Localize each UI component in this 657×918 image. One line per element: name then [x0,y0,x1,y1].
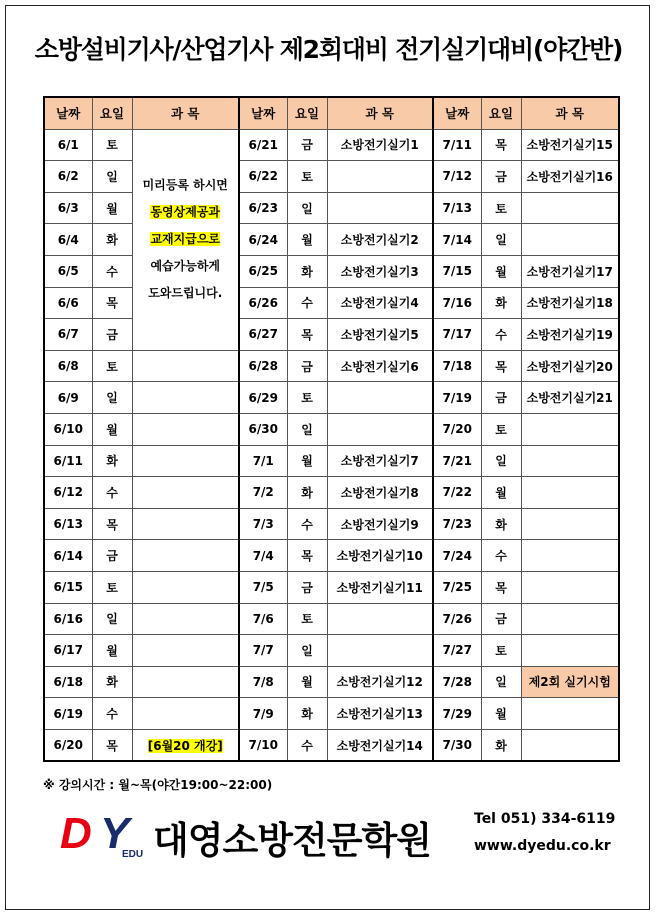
subject-cell: 소방전기실기19 [521,319,619,351]
subject-cell: 소방전기실기11 [327,571,433,603]
day-cell: 목 [287,319,327,351]
date-cell: 6/1 [44,129,92,161]
date-cell: 6/21 [239,129,287,161]
date-cell: 6/20 [44,729,92,761]
date-cell: 6/14 [44,540,92,572]
subject-cell: 소방전기실기2 [327,224,433,256]
day-cell: 금 [287,129,327,161]
table-row [44,192,619,224]
logo-letter-y: Y [100,809,130,858]
day-cell: 토 [481,635,521,667]
day-cell: 수 [481,319,521,351]
header-day: 요일 [92,97,132,129]
day-cell: 화 [481,508,521,540]
day-cell: 수 [481,540,521,572]
date-cell: 6/15 [44,571,92,603]
subject-cell: 소방전기실기1 [327,129,433,161]
subject-cell [327,603,433,635]
subject-cell [132,571,239,603]
subject-cell [521,477,619,509]
subject-cell [521,729,619,761]
subject-cell [132,540,239,572]
table-row [44,698,619,730]
website-url[interactable]: www.dyedu.co.kr [474,838,611,854]
date-cell: 7/11 [433,129,481,161]
subject-cell: 소방전기실기8 [327,477,433,509]
date-cell: 6/4 [44,224,92,256]
day-cell: 일 [481,445,521,477]
date-cell: 6/5 [44,255,92,287]
logo-letter-d: D [60,809,92,858]
day-cell: 토 [92,129,132,161]
date-cell: 7/1 [239,445,287,477]
day-cell: 금 [92,540,132,572]
day-cell: 토 [481,192,521,224]
header-day: 요일 [287,97,327,129]
subject-cell: 소방전기실기7 [327,445,433,477]
subject-cell: 소방전기실기17 [521,255,619,287]
schedule-table [43,96,620,762]
subject-cell: 소방전기실기3 [327,255,433,287]
date-cell: 6/13 [44,508,92,540]
subject-cell [521,571,619,603]
date-cell: 7/4 [239,540,287,572]
subject-cell [521,540,619,572]
day-cell: 일 [92,603,132,635]
date-cell: 7/22 [433,477,481,509]
day-cell: 화 [287,477,327,509]
day-cell: 목 [92,287,132,319]
day-cell: 수 [287,729,327,761]
subject-cell: 소방전기실기20 [521,350,619,382]
day-cell: 목 [92,729,132,761]
day-cell: 금 [481,603,521,635]
note-line: 동영상제공과 [150,205,221,220]
dy-edu-logo [60,808,152,858]
day-cell: 수 [92,477,132,509]
day-cell: 화 [92,224,132,256]
date-cell: 6/26 [239,287,287,319]
day-cell: 일 [287,192,327,224]
day-cell: 일 [287,635,327,667]
table-row [44,350,619,382]
date-cell: 6/28 [239,350,287,382]
subject-cell [521,635,619,667]
day-cell: 금 [287,350,327,382]
day-cell: 월 [481,698,521,730]
subject-cell [521,445,619,477]
date-cell: 7/8 [239,666,287,698]
subject-cell [132,350,239,382]
header-date: 날짜 [433,97,481,129]
date-cell: 6/17 [44,635,92,667]
subject-cell: 소방전기실기12 [327,666,433,698]
date-cell: 6/3 [44,192,92,224]
date-cell: 6/11 [44,445,92,477]
header-subject: 과 목 [132,97,239,129]
table-row [44,129,619,161]
date-cell: 6/2 [44,161,92,193]
date-cell: 7/30 [433,729,481,761]
day-cell: 화 [92,666,132,698]
preregistration-note [132,129,239,350]
date-cell: 7/14 [433,224,481,256]
subject-cell [132,635,239,667]
table-row [44,287,619,319]
subject-cell: 소방전기실기9 [327,508,433,540]
subject-cell: 소방전기실기15 [521,129,619,161]
day-cell: 월 [287,666,327,698]
date-cell: 7/29 [433,698,481,730]
table-row [44,224,619,256]
header-day: 요일 [481,97,521,129]
table-row [44,161,619,193]
page-title: 소방설비기사/산업기사 제2회대비 전기실기대비(야간반) [34,35,623,64]
table-row [44,571,619,603]
date-cell: 7/5 [239,571,287,603]
subject-cell [521,192,619,224]
subject-cell: 소방전기실기4 [327,287,433,319]
day-cell: 일 [287,413,327,445]
date-cell: 7/27 [433,635,481,667]
lecture-time-note: ※ 강의시간 : 월~목(야간19:00~22:00) [43,778,273,792]
date-cell: 7/3 [239,508,287,540]
date-cell: 7/23 [433,508,481,540]
day-cell: 토 [287,603,327,635]
day-cell: 토 [481,413,521,445]
day-cell: 월 [481,477,521,509]
date-cell: 7/21 [433,445,481,477]
subject-cell [327,161,433,193]
day-cell: 금 [92,319,132,351]
subject-cell [327,413,433,445]
day-cell: 화 [481,729,521,761]
subject-cell [132,445,239,477]
date-cell: 6/6 [44,287,92,319]
day-cell: 수 [92,698,132,730]
date-cell: 6/8 [44,350,92,382]
day-cell: 월 [92,635,132,667]
date-cell: 6/18 [44,666,92,698]
day-cell: 월 [92,192,132,224]
day-cell: 목 [481,571,521,603]
date-cell: 6/25 [239,255,287,287]
date-cell: 7/26 [433,603,481,635]
date-cell: 7/2 [239,477,287,509]
day-cell: 금 [481,382,521,414]
subject-cell [132,666,239,698]
date-cell: 7/24 [433,540,481,572]
date-cell: 6/24 [239,224,287,256]
day-cell: 화 [287,255,327,287]
subject-cell [132,382,239,414]
subject-cell: 소방전기실기21 [521,382,619,414]
subject-cell [521,224,619,256]
subject-cell [327,635,433,667]
subject-cell [327,192,433,224]
subject-cell: 소방전기실기6 [327,350,433,382]
note-line: 교재지급으로 [150,232,221,247]
date-cell: 6/12 [44,477,92,509]
day-cell: 목 [481,129,521,161]
note-line: 미리등록 하시면 [142,178,228,193]
table-row [44,255,619,287]
subject-cell [132,413,239,445]
table-row [44,319,619,351]
date-cell: 7/13 [433,192,481,224]
day-cell: 토 [287,382,327,414]
subject-cell: 소방전기실기10 [327,540,433,572]
day-cell: 토 [92,571,132,603]
date-cell: 7/20 [433,413,481,445]
header-date: 날짜 [44,97,92,129]
subject-cell [521,413,619,445]
academy-name: 대영소방전문학원 [153,819,431,862]
day-cell: 일 [92,161,132,193]
date-cell: 7/28 [433,666,481,698]
date-cell: 7/6 [239,603,287,635]
date-cell: 6/30 [239,413,287,445]
subject-cell: 소방전기실기5 [327,319,433,351]
date-cell: 7/7 [239,635,287,667]
schedule-body [44,129,619,761]
date-cell: 6/7 [44,319,92,351]
day-cell: 월 [287,445,327,477]
subject-cell [132,508,239,540]
header-date: 날짜 [239,97,287,129]
exam-cell: 제2회 실기시험 [521,666,619,698]
day-cell: 목 [287,540,327,572]
table-row [44,603,619,635]
subject-cell [521,508,619,540]
date-cell: 7/15 [433,255,481,287]
subject-cell: 소방전기실기16 [521,161,619,193]
day-cell: 금 [481,161,521,193]
subject-cell [132,477,239,509]
date-cell: 7/19 [433,382,481,414]
day-cell: 일 [481,666,521,698]
table-row [44,729,619,761]
day-cell: 화 [481,287,521,319]
subject-cell [521,698,619,730]
date-cell: 7/12 [433,161,481,193]
day-cell: 수 [287,287,327,319]
date-cell: 6/9 [44,382,92,414]
header-subject: 과 목 [327,97,433,129]
header-subject: 과 목 [521,97,619,129]
date-cell: 7/9 [239,698,287,730]
table-header-row [44,97,619,129]
table-row [44,445,619,477]
day-cell: 토 [92,350,132,382]
day-cell: 화 [287,698,327,730]
day-cell: 목 [92,508,132,540]
date-cell: 7/18 [433,350,481,382]
date-cell: 7/16 [433,287,481,319]
table-row [44,666,619,698]
logo-edu-text: EDU [122,849,144,858]
date-cell: 7/17 [433,319,481,351]
subject-cell: 소방전기실기14 [327,729,433,761]
day-cell: 월 [287,224,327,256]
date-cell: 6/10 [44,413,92,445]
table-row [44,540,619,572]
day-cell: 토 [287,161,327,193]
date-cell: 6/19 [44,698,92,730]
day-cell: 수 [287,508,327,540]
date-cell: 6/23 [239,192,287,224]
date-cell: 7/25 [433,571,481,603]
table-row [44,508,619,540]
date-cell: 6/27 [239,319,287,351]
subject-cell [132,729,239,761]
subject-cell [132,698,239,730]
subject-cell: 소방전기실기13 [327,698,433,730]
day-cell: 수 [92,255,132,287]
table-row [44,635,619,667]
day-cell: 월 [481,255,521,287]
subject-cell [132,603,239,635]
table-row [44,382,619,414]
date-cell: 6/29 [239,382,287,414]
note-line: 예습가능하게 [150,259,221,274]
subject-cell: 소방전기실기18 [521,287,619,319]
opening-date-badge: [6월20 개강] [147,738,223,753]
table-row [44,413,619,445]
day-cell: 금 [287,571,327,603]
day-cell: 목 [481,350,521,382]
date-cell: 6/22 [239,161,287,193]
phone-number: Tel 051) 334-6119 [474,811,616,827]
table-row [44,477,619,509]
date-cell: 6/16 [44,603,92,635]
note-line: 도와드립니다. [148,286,223,301]
subject-cell [521,603,619,635]
day-cell: 월 [92,413,132,445]
date-cell: 7/10 [239,729,287,761]
day-cell: 일 [481,224,521,256]
day-cell: 일 [92,382,132,414]
day-cell: 화 [92,445,132,477]
subject-cell [327,382,433,414]
